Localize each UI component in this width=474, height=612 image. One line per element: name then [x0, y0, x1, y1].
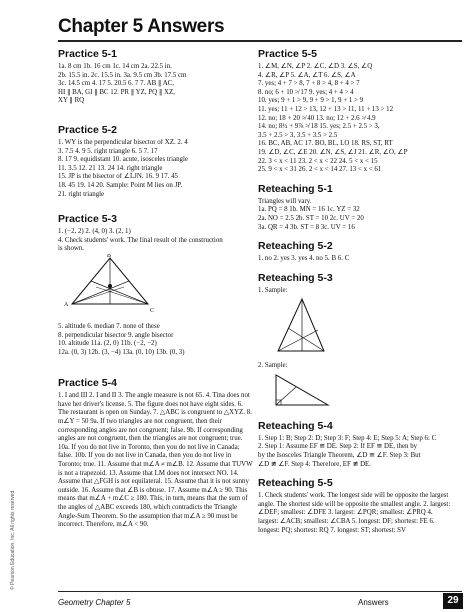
answer-line: 1a. PQ = 8 1b. MN = 16 1c. YZ = 32	[258, 206, 360, 214]
answer-line: 1. ∠M, ∠N, ∠P 2. ∠C, ∠D 3. ∠S, ∠Q	[258, 63, 373, 70]
answer-line: 2a. NO = 2.5 2b. ST = 10 2c. UV = 20	[258, 214, 364, 222]
reteaching-5-2-heading: Reteaching 5-2	[258, 240, 333, 253]
practice-5-2-heading: Practice 5-2	[58, 123, 117, 136]
answer-line: 2. Step 1: Assume EF ≅ DE. Step 2: If EF ≅ DE, then by	[258, 443, 418, 451]
answer-line: 11. 3.5 12. 21 13. 24 14. right triangle	[58, 164, 163, 172]
sample-label: 1. Sample:	[258, 286, 288, 294]
practice-5-5-heading: Practice 5-5	[258, 48, 317, 60]
answer-line: 5. altitude 6. median 7. none of these	[58, 322, 160, 330]
practice-5-4-heading: Practice 5-4	[58, 377, 117, 390]
reteaching-5-1-heading: Reteaching 5-1	[258, 182, 333, 195]
answer-line: 18. 45 19. 14 20. Sample: Point M lies on JP.	[58, 181, 183, 189]
reteaching-5-5-heading: Reteaching 5-5	[258, 477, 333, 490]
answer-line: 4. Check students' work. The final result of the construction	[58, 236, 223, 244]
answer-line: 10. yes; 9 + 1 > 9, 9 + 9 > 1, 9 + 1 > 9	[258, 97, 364, 105]
answer-line: is shown.	[58, 245, 85, 253]
answer-line: 1a. 8 cm 1b. 16 cm 1c. 14 cm 2a. 22.5 in.	[58, 63, 172, 70]
answer-line: 2b. 15.5 in. 2c. 15.5 in. 3a. 9.5 cm 3b. 17.5 cm	[58, 71, 187, 79]
answer-line: 12a. (0, 3) 12b. (3, −4) 13a. (0, 10) 13b. (0, 3)	[58, 348, 185, 356]
answer-line: 1. no 2. yes 3. yes 4. no 5. B 6. C	[258, 255, 350, 263]
page-title: Chapter 5 Answers	[58, 16, 225, 37]
answer-line: 3c. 14.5 cm 4. 17 5. 20.5 6. 7 7. AB ∥ AC,	[58, 80, 174, 88]
reteaching-5-4-heading: Reteaching 5-4	[258, 419, 333, 432]
answer-line: 21. right triangle	[58, 190, 105, 198]
answer-line: 12. no; 18 + 20 ≯ 40 13. no; 12 + 2.6 ≯ 4.9	[258, 114, 376, 122]
answer-line: 14. no; 8½ + 9⅞ ≯ 18 15. yes; 2.5 + 2.5 > 3,	[258, 123, 380, 131]
answer-line: XY ∥ RQ	[58, 97, 85, 105]
answer-line: 25. 9 < x < 31 26. 2 < x < 14 27. 13 < x < 61	[258, 166, 382, 174]
answer-line: 3.5 + 2.5 > 3, 3.5 + 3.5 > 2.5	[258, 131, 338, 139]
answer-line: 3. 7.5 4. 9 5. right triangle 6. 5 7. 17	[58, 147, 158, 155]
answer-line: 3a. QR = 4 3b. ST = 8 3c. UV = 16	[258, 223, 355, 231]
answer-line: 22. 3 < x < 11 23. 2 < x < 22 24. 5 < x < 15	[258, 157, 378, 165]
footer-book-title: Geometry Chapter 5	[58, 598, 131, 607]
title-rule	[58, 40, 462, 42]
sample-triangle-2	[258, 371, 454, 409]
answer-line: 8. 17 9. equidistant 10. acute, isosceles triangle	[58, 156, 188, 164]
answer-line: HI ∥ BA, GI ∥ BC 12. PR ∥ YZ, PQ ∥ XZ,	[58, 88, 175, 96]
answer-line: 19. ∠D, ∠C, ∠E 20. ∠N, ∠S, ∠J 21. ∠R, ∠O, ∠P	[258, 148, 408, 156]
vertex-label-c: C	[150, 307, 155, 314]
page-footer	[58, 593, 462, 609]
answer-line: 15. JP is the bisector of ∠LJN. 16. 9 17. 45	[58, 173, 178, 181]
answer-line: 8. perpendicular bisector 9. angle bisector	[58, 331, 174, 339]
answer-line: 8. no; 6 + 10 ≯ 17 9. yes; 4 + 4 > 4	[258, 88, 354, 96]
answer-line: ∠D ≇ ∠F. Step 4: Therefore, EF ≇ DE.	[258, 460, 371, 468]
vertex-label-b: B	[107, 253, 112, 259]
footer-rule	[58, 591, 462, 592]
footer-section: Answers	[358, 598, 389, 607]
answer-line: 1. Step 1: B; Step 2: D; Step 3: F; Step 4: E; Step 5: A; Step 6: C	[258, 434, 437, 442]
answer-line: 1. (−2, 2) 2. (4, 0) 3. (2, 1)	[58, 228, 131, 236]
left-column	[58, 48, 254, 530]
vertex-label-a: A	[64, 301, 69, 308]
answer-line: 4. ∠R, ∠P 5. ∠A, ∠T 6. ∠S, ∠A	[258, 71, 356, 79]
page-number: 29	[443, 593, 463, 609]
practice-5-3-heading: Practice 5-3	[58, 213, 117, 226]
reteaching-5-3-heading: Reteaching 5-3	[258, 271, 333, 284]
sample-label: 2. Sample:	[258, 362, 288, 370]
triangle-construction-figure	[58, 254, 254, 318]
practice-5-1-heading: Practice 5-1	[58, 48, 117, 60]
answer-line: 16. BC, AB, AC 17. BO, BL, LO 18. RS, ST, RT	[258, 140, 393, 148]
answer-line: Triangles will vary.	[258, 197, 312, 205]
answer-line: 1. WY is the perpendicular bisector of XZ. 2. 4	[58, 138, 188, 146]
answer-paragraph: 1. Check students' work. The longest side will be opposite the largest angle. The shortest side will be opposite the smallest angle. 2. largest: ∠DEF; smallest: ∠DFE 3. largest: ∠PQR; smallest: ∠PRQ 4. largest: ∠ACB; smallest: ∠CBA 5. longest: DF; shortest: FE 6. longest: PQ; shortest: RQ 7. longest: ST; shortest: SV	[258, 492, 451, 534]
right-column	[258, 48, 454, 535]
answer-paragraph: 1. I and III 2. I and II 3. The angle measure is not 65. 4. Tina does not have her driver's license. 5. The figure does not have eight sides. 6. The restaurant is open on Sunday. 7. △ABC is congruent to △XYZ. 8. m∠Y = 50 9a. If two triangles are not congruent, then their corresponding angles are not congruent; false. 9b. If corresponding angles are not congruent, then the triangles are not congruent; true. 10a. If you do not live in Toronto, then you do not live in Canada; false. 10b. If you do not live in Canada, then you do not live in Toronto; true. 11. Assume that m∠A ≠ m∠B. 12. Assume that TUVW is not a trapezoid. 13. Assume that LM does not intersect NO. 14. Assume that △FGH is not equilateral. 15. Assume that it is not sunny outside. 16. Assume that ∠B is obtuse. 17. Assume m∠A ≥ 90. This means that m∠A + m∠C ≥ 180. This, in turn, means that the sum of the angles of △ABC exceeds 180, which contradicts the Triangle Angle-Sum Theorem. So the assumption that m∠A ≥ 90 must be incorrect. Therefore, m∠A < 90.	[58, 392, 253, 529]
sample-triangle-1	[258, 295, 454, 357]
copyright-note: © Pearson Education, Inc. All rights reserved.	[10, 489, 16, 590]
answer-line: by the Isosceles Triangle Theorem, ∠D ≅ ∠F. Step 3: But	[258, 452, 421, 460]
answer-line: 7. yes; 4 + 7 > 8, 7 + 8 > 4, 8 + 4 > 7	[258, 80, 360, 88]
answer-line: 11. yes; 11 + 12 > 13, 12 + 13 > 11, 11 + 13 > 12	[258, 105, 394, 113]
answer-line: 10. altitude 11a. (2, 0) 11b. (−2, −2)	[58, 340, 157, 348]
